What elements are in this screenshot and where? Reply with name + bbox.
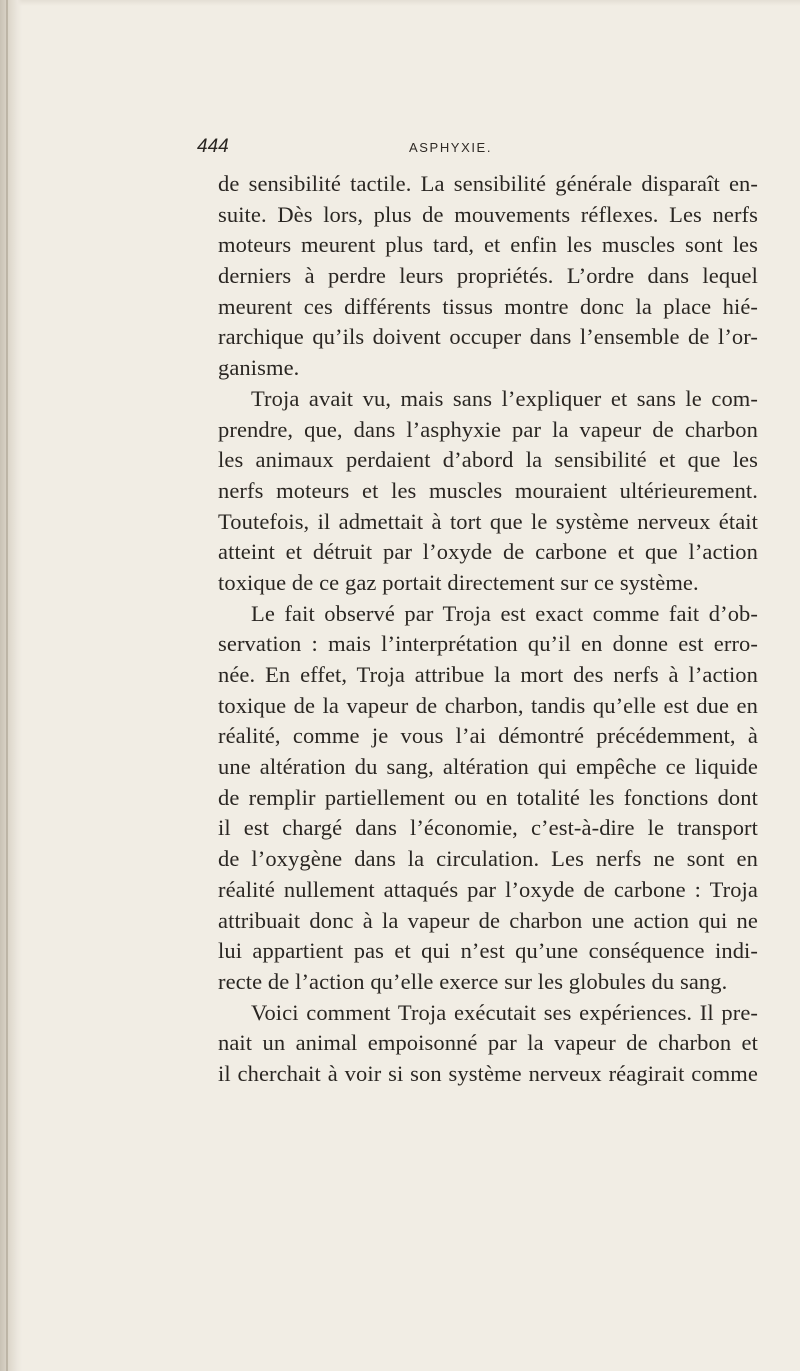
text-line: prendre, que, dans l’asphyxie par la vapeur de charbon [218,416,758,442]
text-line: toxique de la vapeur de charbon, tandis qu’elle est due en [218,692,758,718]
book-binding-shadow [0,0,22,1371]
text-line: il cherchait à voir si son système nerveux réagirait comme [218,1060,758,1086]
text-line: attribuait donc à la vapeur de charbon une action qui ne [218,907,758,933]
paragraph-first-line: Voici comment Troja exécutait ses expériences. Il pre- [251,999,758,1025]
paragraph-first-line: Troja avait vu, mais sans l’expliquer et sans le com- [251,385,758,411]
book-binding-line [6,0,8,1371]
text-line: derniers à perdre leurs propriétés. L’ordre dans lequel [218,263,758,289]
text-line: suite. Dès lors, plus de mouvements réflexes. Les nerfs [218,201,758,227]
text-line: Toutefois, il admettait à tort que le système nerveux était [218,508,758,534]
text-line: rarchique qu’ils doivent occuper dans l’ensemble de l’or- [218,324,758,350]
text-line: moteurs meurent plus tard, et enfin les muscles sont les [218,232,758,258]
page-header [197,136,797,162]
text-line: de sensibilité tactile. La sensibilité générale disparaît en- [218,171,758,196]
body-text [218,169,758,1090]
text-line: les animaux perdaient d’abord la sensibilité et que les [218,447,758,473]
paragraph-first-line: Le fait observé par Troja est exact comme fait d’ob- [251,600,758,626]
running-head: ASPHYXIE. [409,140,493,155]
text-line: servation : mais l’interprétation qu’il en donne est erro- [218,631,758,657]
text-line: il est chargé dans l’économie, c’est-à-dire le transport [218,815,758,841]
text-line: de remplir partiellement ou en totalité les fonctions dont [218,784,758,810]
text-line: lui appartient pas et qui n’est qu’une conséquence indi- [218,938,758,964]
text-line: atteint et détruit par l’oxyde de carbone et que l’action [218,539,758,565]
text-line: meurent ces différents tissus montre donc la place hié- [218,293,758,319]
text-line: de l’oxygène dans la circulation. Les nerfs ne sont en [218,846,758,872]
page-number: 444 [197,136,229,157]
text-line: réalité nullement attaqués par l’oxyde de carbone : Troja [218,876,758,902]
text-line: nait un animal empoisonné par la vapeur de charbon et [218,1030,758,1056]
text-line: ganisme. [218,355,300,381]
text-line: recte de l’action qu’elle exerce sur les globules du sang. [218,968,728,994]
text-line: toxique de ce gaz portait directement sur ce système. [218,569,699,595]
text-line: une altération du sang, altération qui empêche ce liquide [218,754,758,780]
text-line: réalité, comme je vous l’ai démontré précédemment, à [218,723,758,749]
text-line: nerfs moteurs et les muscles mouraient ultérieurement. [218,477,758,503]
page-top-edge [0,0,800,6]
text-line: née. En effet, Troja attribue la mort des nerfs à l’action [218,662,758,687]
